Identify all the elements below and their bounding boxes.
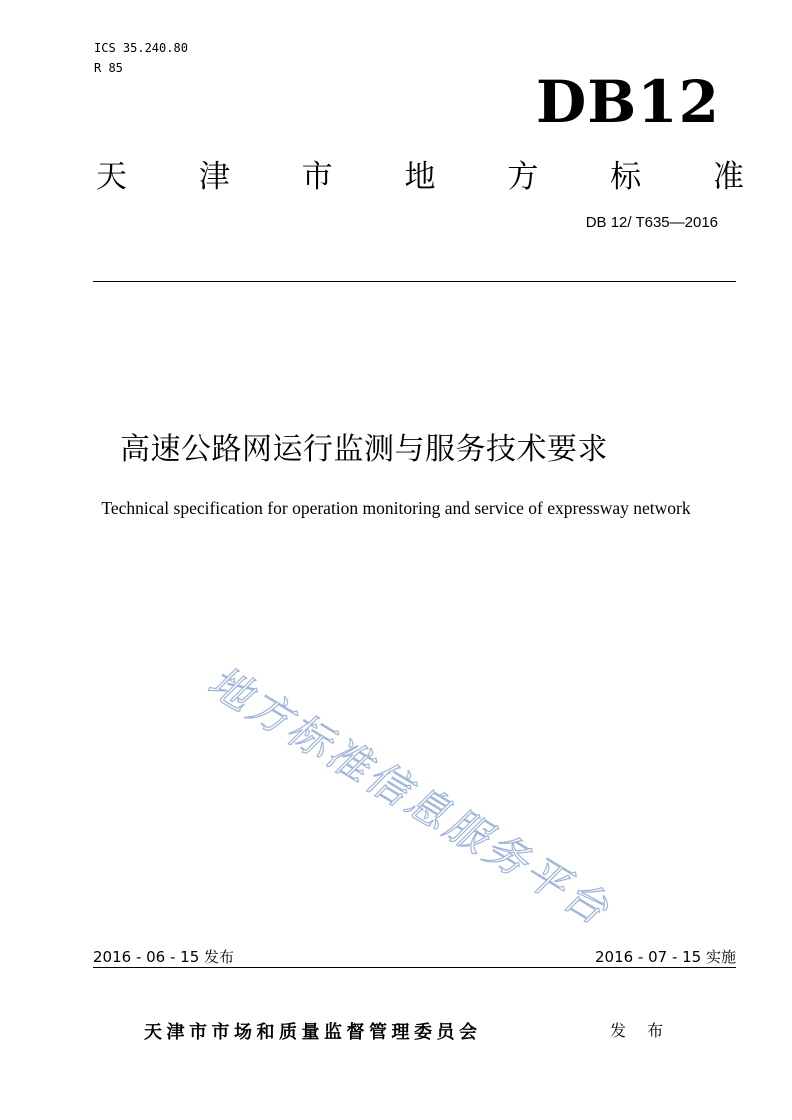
standard-type-char: 标 [610, 158, 642, 195]
issue-date: 2016 - 06 - 15 发布 [93, 948, 235, 966]
implementation-date: 2016 - 07 - 15 实施 [594, 948, 736, 966]
category-code: R 85 [94, 61, 123, 75]
document-title-cn: 高速公路网运行监测与服务技术要求 [120, 432, 608, 467]
issuing-authority: 天津市市场和质量监督管理委员会 [144, 1022, 482, 1043]
standard-code: DB12 [535, 68, 720, 136]
dates-divider [93, 967, 736, 968]
standard-type-char: 市 [301, 158, 333, 195]
issued-label: 发 布 [610, 1021, 672, 1040]
dates-row [93, 946, 736, 970]
standard-type-char: 准 [712, 158, 744, 195]
standard-type [96, 150, 744, 196]
standard-number: DB 12/ T635—2016 [585, 214, 718, 231]
document-title-en: Technical specification for operation monitoring and service of expressway network [101, 498, 691, 518]
standard-type-char: 天 [96, 158, 127, 195]
ics-code: ICS 35.240.80 [94, 41, 188, 55]
header-divider [93, 281, 736, 282]
standard-type-char: 方 [507, 158, 539, 195]
classification-block [94, 38, 188, 78]
standard-type-char: 津 [198, 158, 230, 195]
watermark-text: 地方标准信息服务平台 [199, 656, 620, 936]
standard-type-char: 地 [404, 158, 436, 195]
